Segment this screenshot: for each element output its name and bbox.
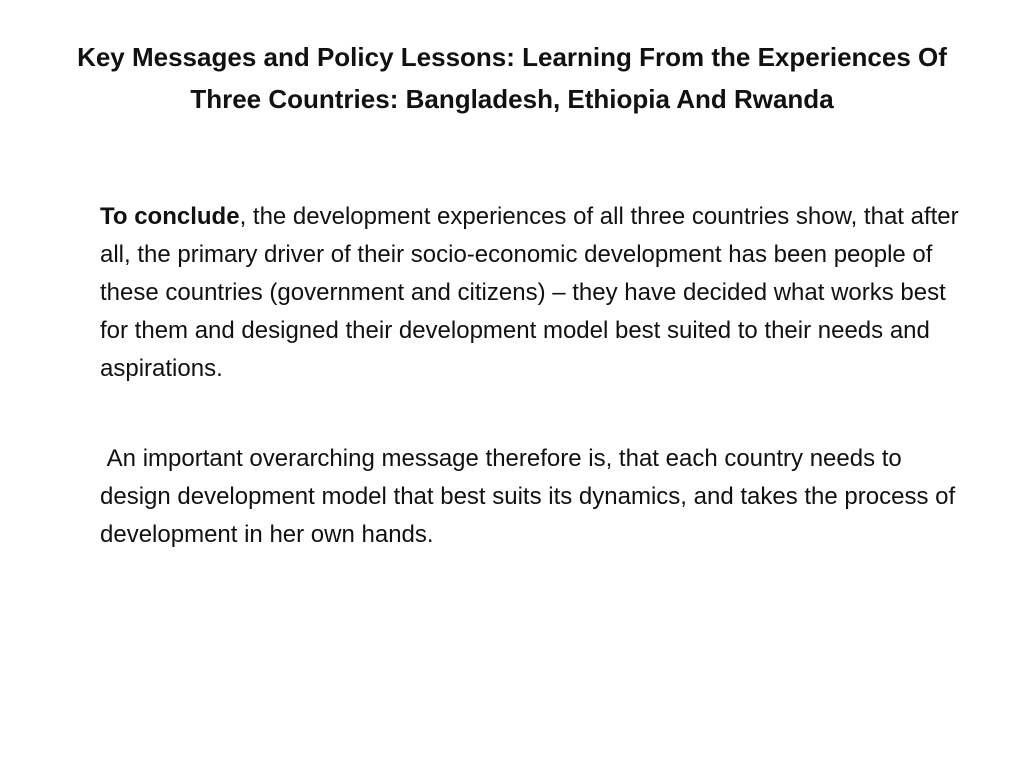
message-paragraph bbox=[100, 440, 960, 554]
slide-title: Key Messages and Policy Lessons: Learning From the Experiences Of Three Countries: Bangladesh, Ethiopia And Rwanda bbox=[77, 42, 947, 114]
conclusion-lead: To conclude bbox=[100, 203, 240, 230]
slide-body bbox=[100, 198, 960, 554]
conclusion-text: , the development experiences of all three countries show, that after all, the primary driver of their socio-economic development has been people of these countries (government and citizens) – they have decided what works best for them and designed their development model best suited to their needs and aspirations. bbox=[100, 203, 959, 382]
conclusion-paragraph bbox=[100, 198, 960, 388]
message-text: An important overarching message therefore is, that each country needs to design development model that best suits its dynamics, and takes the process of development in her own hands. bbox=[100, 445, 962, 548]
